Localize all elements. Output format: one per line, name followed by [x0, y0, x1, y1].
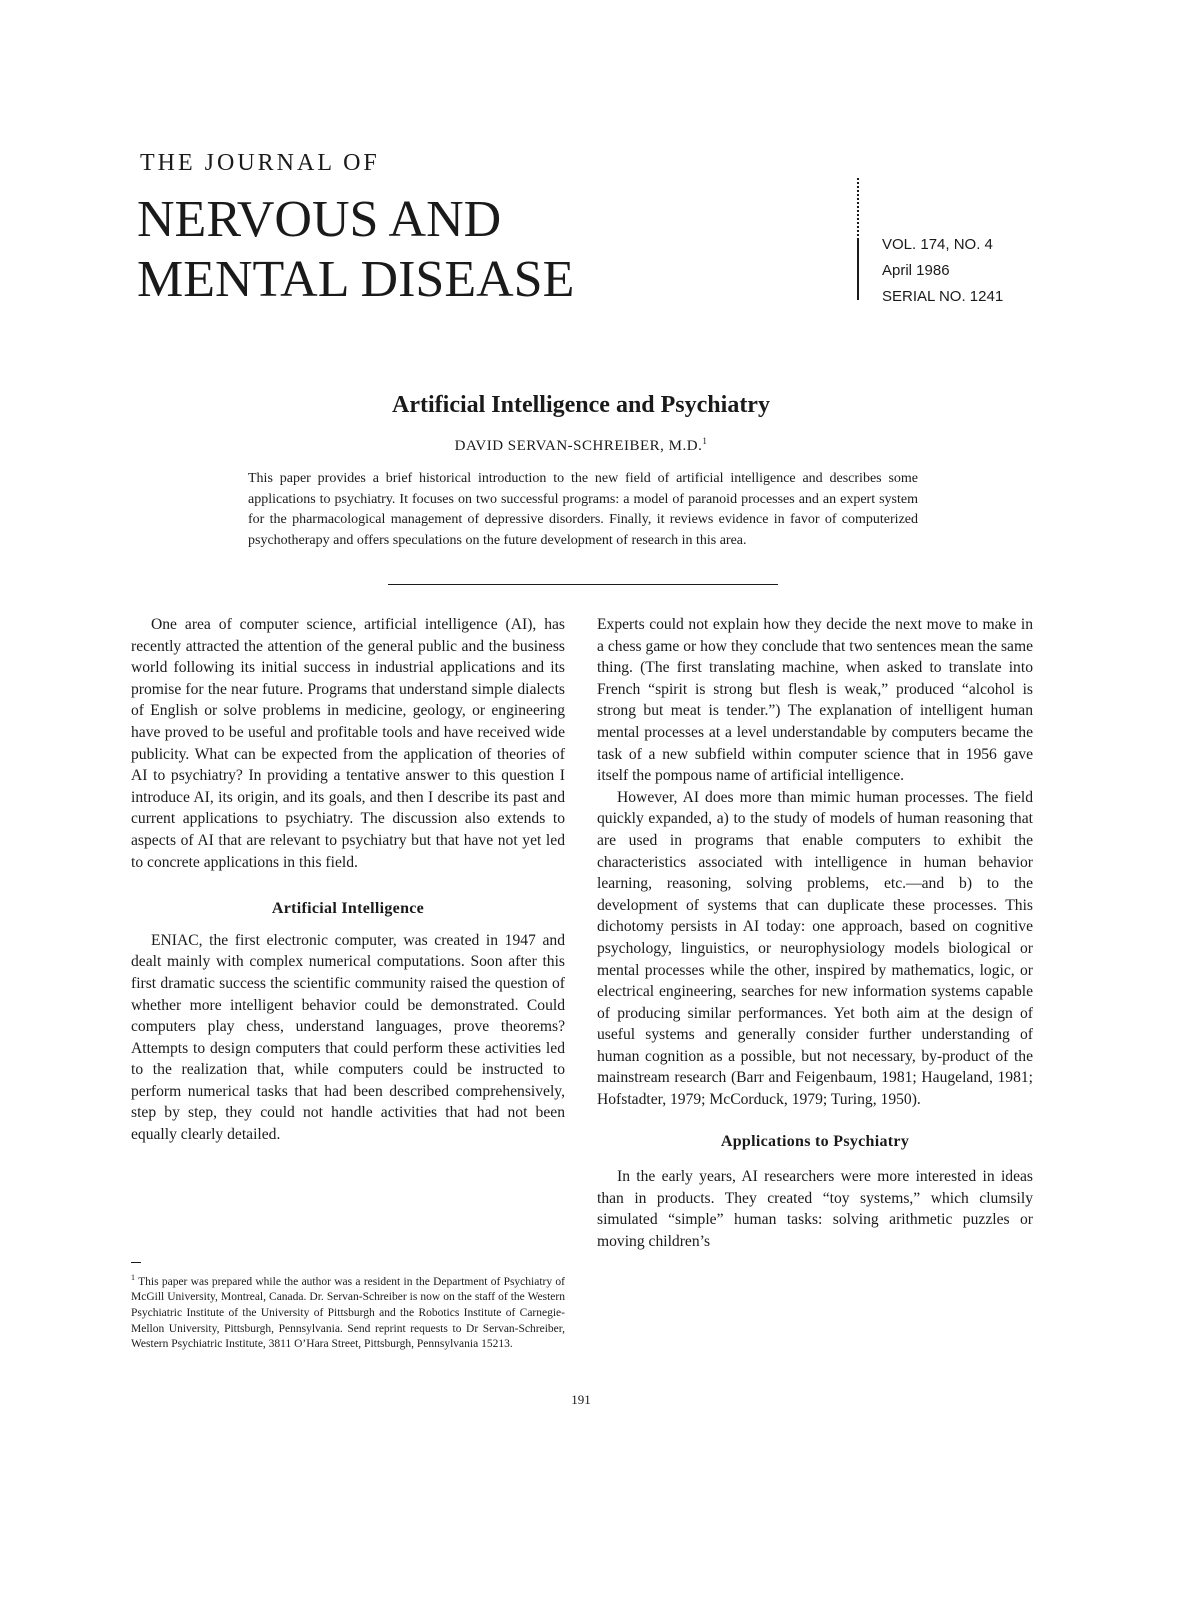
intro-paragraph: One area of computer science, artificial intelligence (AI), has recently attracted the attention of the general public and the business world following its initial success in industrial applications and its promise for the near future. Programs that understand simple dialects of English or solve problems in medicine, geology, or engineering have proved to be useful and profitable tools and have received wide publicity. What can be expected from the application of theories of AI to psychiatry? In providing a tentative answer to this question I introduce AI, its origin, and its goals, and then I describe its past and current applications to psychiatry. The discussion also extends to aspects of AI that are relevant to psychiatry but that have not yet led to concrete applications in this field.: [131, 616, 565, 871]
issue-date: April 1986: [882, 262, 950, 279]
right-column: [597, 614, 1033, 1253]
left-column: [131, 614, 565, 1146]
issue-info: [882, 232, 1003, 310]
article-author: [0, 436, 1162, 455]
footnote-rule: [131, 1262, 141, 1263]
page-number: 191: [571, 1392, 591, 1407]
section-heading-artificial-intelligence: Artificial Intelligence: [271, 900, 425, 918]
author-footnote-mark: 1: [702, 436, 708, 446]
footnote: [131, 1270, 565, 1353]
article-title: Artificial Intelligence and Psychiatry: [392, 392, 770, 418]
paragraph: However, AI does more than mimic human processes. The field quickly expanded, a) to the study of models of human reasoning that are used in programs that enable computers to exhibit the characteristics associated with intelligence in human behavior learning, reasoning, solving problems, etc.—and b) to the development of systems that can duplicate these processes. This dichotomy persists in AI today: one approach, based on cognitive psychology, linguistics, or neurophysiology models biological or mental processes while the other, inspired by mathematics, logic, or electrical engineering, searches for new information systems capable of producing similar performances. Yet both aim at the design of useful systems and generally consider further understanding of human cognition as a possible, but not necessary, by-product of the mainstream research (Barr and Feigenbaum, 1981; Haugeland, 1981; Hofstadter, 1979; McCorduck, 1979; Turing, 1950).: [597, 788, 1033, 1109]
masthead-divider-dotted-segment: [857, 176, 859, 238]
paragraph: In the early years, AI researchers were more interested in ideas than in products. They created “toy systems,” which clumsily simulated “simple” human tasks: solving arithmetic puzzles or moving children’s: [597, 1168, 1033, 1251]
footnote-mark: 1: [131, 1273, 135, 1282]
footnote-text: This paper was prepared while the author was a resident in the Department of Psychiatry of McGill University, Montreal, Canada. Dr. Servan-Schreiber is now on the staff of the Western Psychiatric Institute of the University of Pittsburgh and the Robotics Institute of Carnegie-Mellon University, Pittsburgh, Pennsylvania. Send reprint requests to Dr Servan-Schreiber, Western Psychiatric Institute, 3811 O’Hara Street, Pittsburgh, Pennsylvania 15213.: [131, 1275, 565, 1351]
author-name: DAVID SERVAN-SCHREIBER, M.D.: [454, 438, 703, 454]
section-heading-applications: Applications to Psychiatry: [720, 1132, 910, 1150]
paragraph-continued: Experts could not explain how they decide the next move to make in a chess game or how they conclude that two sentences mean the same thing. (The first translating machine, when asked to translate into French “spirit is strong but flesh is weak,” produced “alcohol is strong but meat is tender.”) The explanation of intelligent human mental processes at a level understandable by computers became the task of a new subfield within computer science that in 1956 gave itself the pompous name of artificial intelligence.: [597, 616, 1033, 785]
abstract: This paper provides a brief historical introduction to the new field of artificial intelligence and describes some applications to psychiatry. It focuses on two successful programs: a model of paranoid processes and an expert system for the pharmacological management of depressive disorders. Finally, it reviews evidence in favor of computerized psychotherapy and offers speculations on the future development of research in this area.: [248, 471, 918, 548]
journal-name-line1: NERVOUS AND: [137, 191, 502, 248]
journal-name-line2: MENTAL DISEASE: [137, 251, 575, 308]
journal-prefix: THE JOURNAL OF: [140, 150, 380, 176]
volume-number: VOL. 174, NO. 4: [882, 236, 993, 253]
section-paragraph: ENIAC, the first electronic computer, was created in 1947 and dealt mainly with complex numerical computations. Soon after this first dramatic success the scientific community raised the question of whether more intelligent behavior could be demonstrated. Could computers play chess, understand languages, prove theorems? Attempts to design computers that could perform these activities led to the realization that, while computers could be instructed to perform numerical tasks that had been described comprehensively, step by step, they could not handle activities that had not been equally clearly detailed.: [131, 931, 565, 1144]
abstract-divider: [388, 584, 778, 585]
serial-number: SERIAL NO. 1241: [882, 288, 1004, 305]
